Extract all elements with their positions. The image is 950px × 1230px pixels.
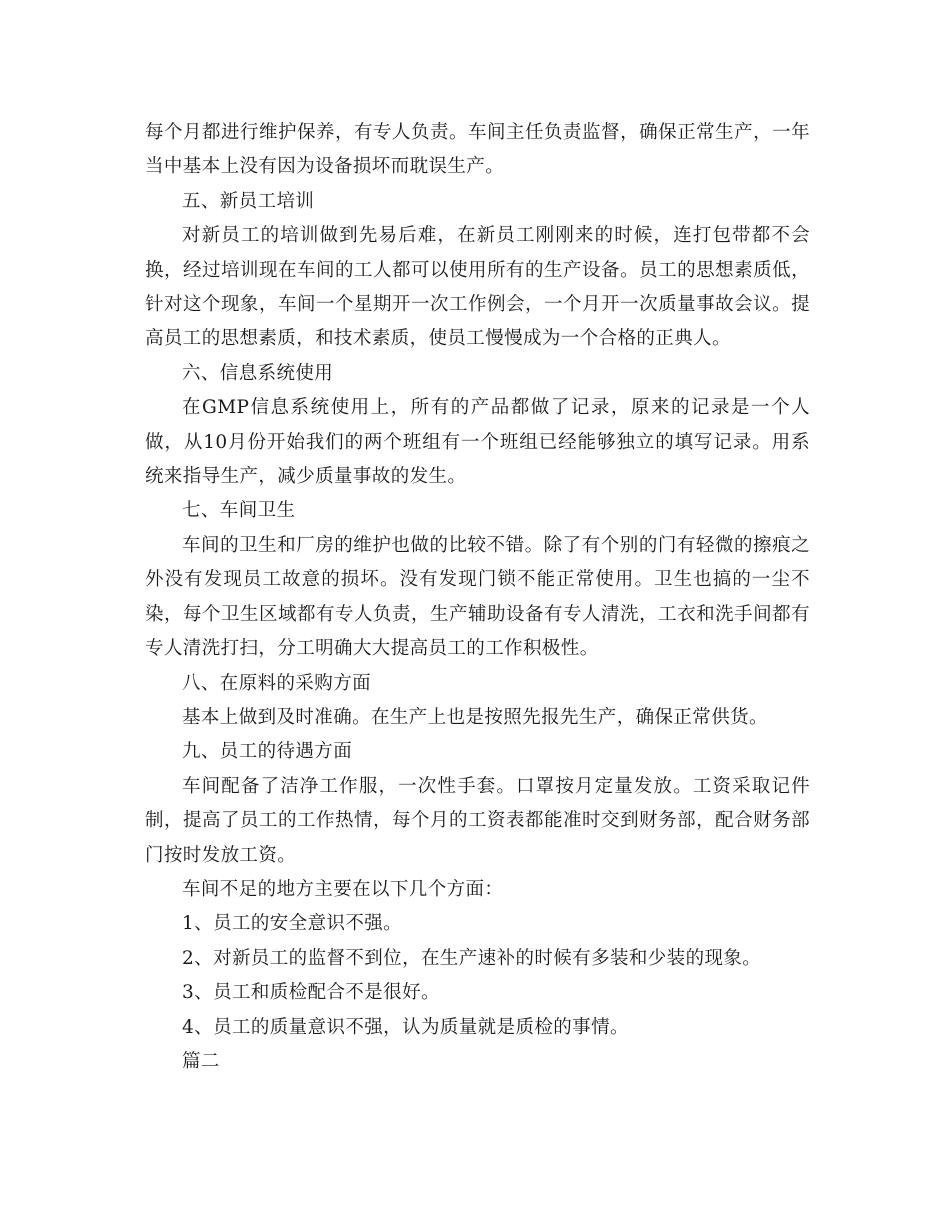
list-item-4: 4、员工的质量意识不强，认为质量就是质检的事情。	[182, 1016, 629, 1038]
list-item-3: 3、员工和质检配合不是很好。	[182, 982, 440, 1004]
paragraph-hygiene: 车间的卫生和厂房的维护也做的比较不错。除了有个别的门有轻微的擦痕之外没有发现员工故意的损坏。没有发现门锁不能正常使用。卫生也搞的一尘不染，每个卫生区域都有专人负责，生产辅助设备有专人清洗，工衣和洗手间都有专人清洗打扫，分工明确大大提高员工的工作积极性。	[145, 534, 810, 660]
paragraph-shortcomings-intro: 车间不足的地方主要在以下几个方面：	[182, 878, 504, 900]
paragraph-info-system: 在GMP信息系统使用上，所有的产品都做了记录，原来的记录是一个人做，从10月份开始我们的两个班组有一个班组已经能够独立的填写记录。用系统来指导生产，减少质量事故的发生。	[145, 397, 810, 488]
paragraph-equipment-maintenance: 每个月都进行维护保养，有专人负责。车间主任负责监督，确保正常生产，一年当中基本上没有因为设备损坏而耽误生产。	[145, 122, 810, 178]
part-two-heading: 篇二	[182, 1050, 220, 1072]
section-heading-5: 五、新员工培训	[182, 190, 315, 212]
paragraph-procurement: 基本上做到及时准确。在生产上也是按照先报先生产，确保正常供货。	[182, 706, 768, 728]
document-body	[145, 116, 810, 1079]
paragraph-benefits: 车间配备了洁净工作服，一次性手套。口罩按月定量发放。工资采取记件制，提高了员工的工作热情，每个月的工资表都能准时交到财务部，配合财务部门按时发放工资。	[145, 775, 810, 866]
section-heading-8: 八、在原料的采购方面	[182, 672, 372, 694]
list-item-1: 1、员工的安全意识不强。	[182, 913, 403, 935]
paragraph-training: 对新员工的培训做到先易后难，在新员工刚刚来的时候，连打包带都不会换，经过培训现在车间的工人都可以使用所有的生产设备。员工的思想素质低，针对这个现象，车间一个星期开一次工作例会，一个月开一次质量事故会议。提高员工的思想素质，和技术素质，使员工慢慢成为一个合格的正典人。	[145, 225, 810, 350]
section-heading-9: 九、员工的待遇方面	[182, 741, 353, 763]
section-heading-6: 六、信息系统使用	[182, 362, 334, 384]
list-item-2: 2、对新员工的监督不到位，在生产速补的时候有多装和少装的现象。	[182, 947, 762, 969]
section-heading-7: 七、车间卫生	[182, 500, 296, 522]
